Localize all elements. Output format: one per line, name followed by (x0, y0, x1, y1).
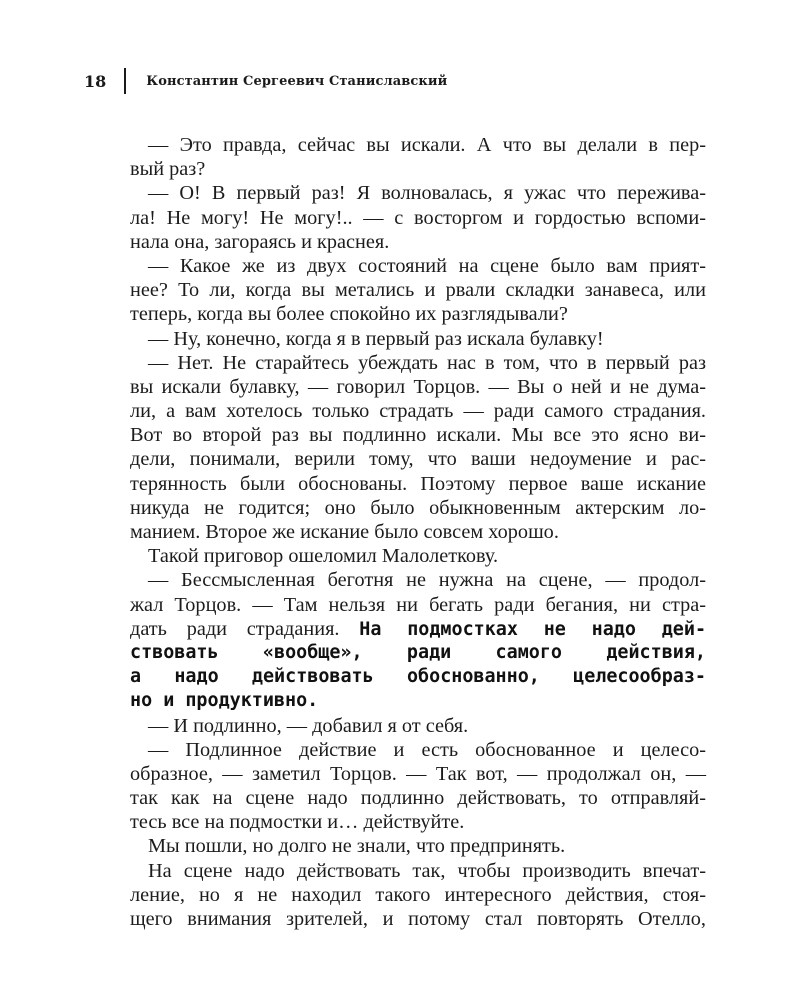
text-line: вый раз? (130, 158, 206, 181)
text-line: ли, а вам хотелось только страдать — ради самого страдания. (130, 400, 706, 423)
text-line: жал Торцов. — Там нельзя ни бегать ради бегания, ни стра- (130, 593, 706, 616)
emphasis-line: но и продуктивно. (130, 690, 319, 712)
page-header (84, 68, 447, 94)
text-line: так как на сцене надо подлинно действовать, то отправляй- (130, 787, 706, 810)
body-text (130, 133, 706, 931)
text-line: — И подлинно, — добавил я от себя. (148, 714, 469, 737)
text-line: нала она, загораясь и краснея. (130, 230, 390, 253)
text-line: — Подлинное действие и есть обоснованное и целесо- (148, 738, 706, 761)
text-line: На сцене надо действовать так, чтобы производить впечат- (148, 859, 706, 882)
text-line: Такой приговор ошеломил Малолеткову. (148, 545, 499, 568)
text-line: никуда не годится; оно было обыкновенным актерским ло- (130, 496, 706, 519)
emphasis-line: а надо действовать обоснованно, целесообраз- (130, 666, 706, 688)
text-line: Мы пошли, но долго не знали, что предпринять. (148, 835, 566, 858)
text-line: нее? То ли, когда вы метались и рвали складки занавеса, или (130, 279, 706, 302)
text-line: — Нет. Не старайтесь убеждать нас в том, что в первый раз (148, 351, 706, 374)
running-head: Константин Сергеевич Станиславский (146, 73, 448, 89)
emphasis-line: ствовать «вообще», ради самого действия, (130, 641, 706, 663)
text-line: теперь, когда вы более спокойно их разглядывали? (130, 303, 568, 326)
page-number: 18 (84, 71, 107, 91)
text-line: — О! В первый раз! Я волновалась, я ужас что пережива- (148, 182, 706, 205)
text-line: ление, но я не находил такого интересного действия, стоя- (130, 883, 706, 906)
text-line: — Это правда, сейчас вы искали. А что вы делали в пер- (148, 134, 706, 156)
text-line: манием. Второе же искание было совсем хорошо. (130, 521, 559, 543)
text-line: — Бессмысленная беготня не нужна на сцене, — продол- (148, 569, 706, 592)
text-line-mixed (130, 617, 706, 641)
text-span: дать ради страдания. (130, 617, 340, 640)
text-line: щего внимания зрителей, и потому стал повторять Отелло, (130, 908, 706, 930)
text-line: Вот во второй раз вы подлинно искали. Мы все это ясно ви- (130, 424, 706, 447)
emphasis-text: На подмостках не надо дей- (359, 618, 707, 640)
header-divider (124, 68, 126, 94)
text-line: образное, — заметил Торцов. — Так вот, — продолжал он, — (130, 762, 706, 785)
text-line: тесь все на подмостки и… действуйте. (130, 811, 465, 834)
text-line: — Какое же из двух состояний на сцене было вам прият- (148, 254, 706, 277)
text-line: вы искали булавку, — говорил Торцов. — Вы о ней и не дума- (130, 375, 706, 398)
text-line: дели, понимали, верили тому, что ваши недоумение и рас- (130, 448, 706, 471)
text-line: ла! Не могу! Не могу!.. — с восторгом и гордостью вспоми- (130, 206, 706, 229)
text-line: терянность были обоснованы. Поэтому первое ваше искание (130, 472, 706, 495)
text-line: — Ну, конечно, когда я в первый раз искала булавку! (148, 327, 604, 350)
